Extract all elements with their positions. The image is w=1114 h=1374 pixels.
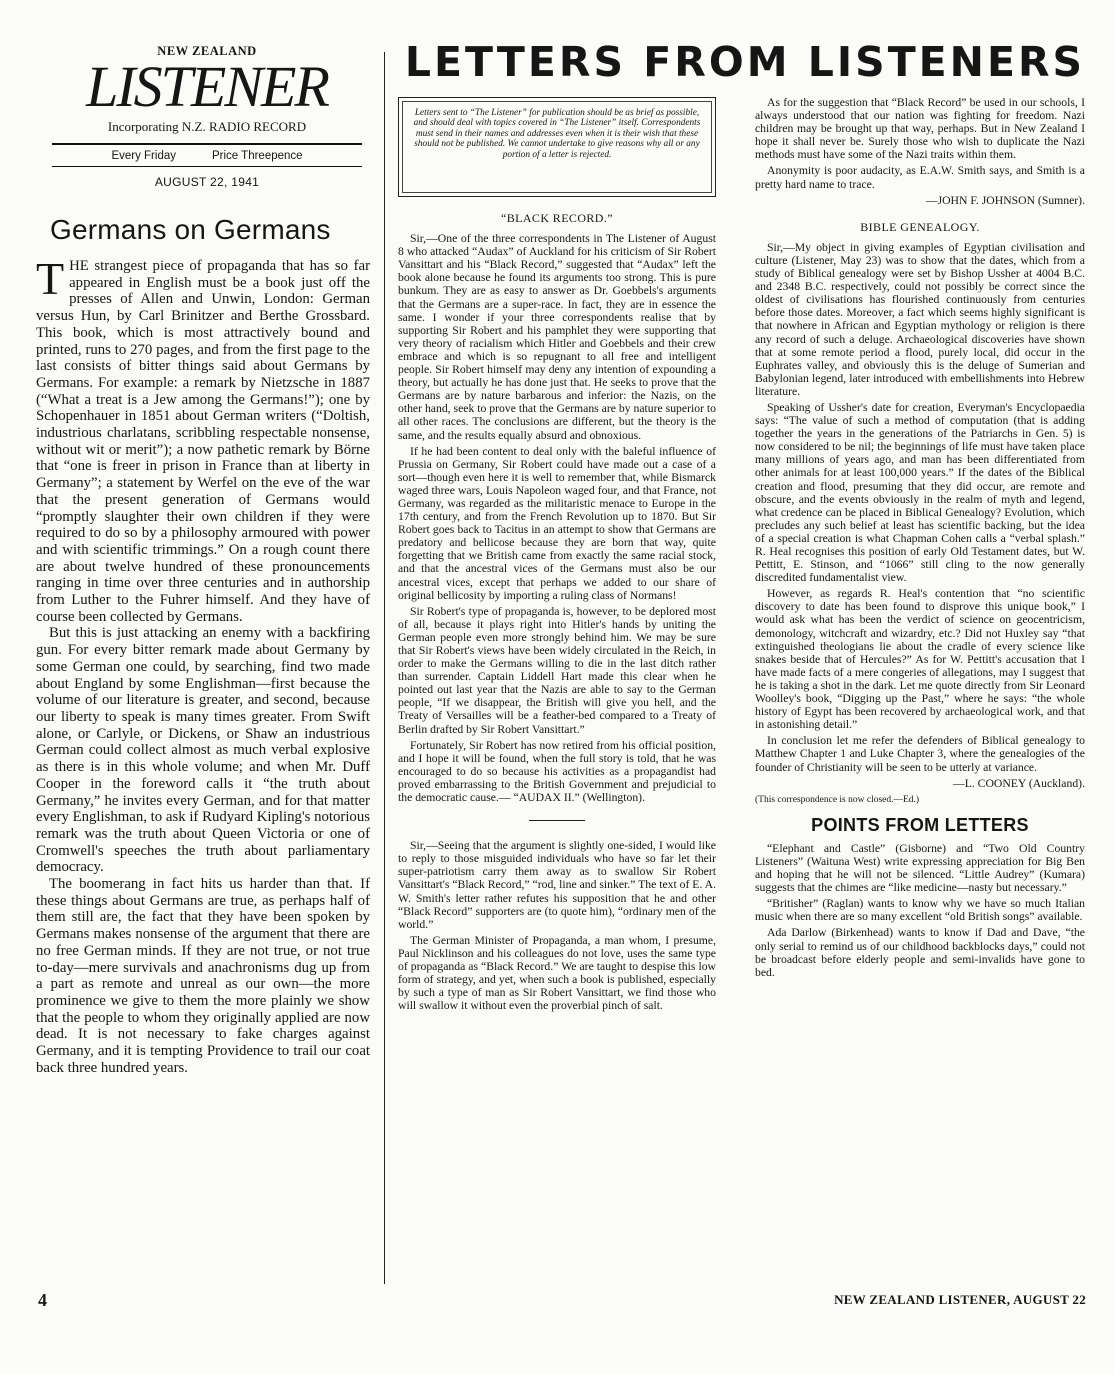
- notice-text: Letters sent to “The Listener” for publication should be as brief as possible, and should deal with topics covered in “The Listener” itself. Correspondents must send in their names and addresses even when it is their wish that these should not be published. We cannot undertake to give reasons why all or any portion of a letter is rejected.: [402, 101, 712, 193]
- letter-paragraph: Sir Robert's type of propaganda is, however, to be deplored most of all, because it plays right into Hitler's hands by uniting the German people even more strongly behind him. We may be sure that Sir Robert's views have been widely circulated in the Reich, in order to make the Germans willing to die in the last ditch rather than surrender. Captain Liddell Hart made this clear when he pointed out last year that the Nazis are able to say to the German people, “If we disappear, the British will give you hell, and the Treaty of Versailles will be a feather-bed compared to a Treaty of Berlin drafted by Sir Robert Vansittart.”: [398, 604, 716, 736]
- letter-paragraph: In conclusion let me refer the defenders of Biblical genealogy to Matthew Chapter 1 and Luke Chapter 3, where the genealogies of the founder of Christianity will be seen to be utterly at variance.: [755, 734, 1085, 774]
- letter-signature: —JOHN F. JOHNSON (Sumner).: [925, 193, 1085, 207]
- letter-paragraph: The German Minister of Propaganda, a man whom, I presume, Paul Nicklinson and his colleagues do not love, uses the same type of propaganda as “Black Record.” We are taught to despise this low form of strategy, and yet, when such a book is published, especially by such a type of man as Sir Robert Vansittart, we find those who will swallow it without even the proverbial pinch of salt.: [398, 933, 716, 1013]
- editor-note: (This correspondence is now closed.—Ed.): [755, 794, 920, 805]
- masthead-incorporating: Incorporating N.Z. RADIO RECORD: [107, 119, 307, 134]
- letter-paragraph: If he had been content to deal only with the baleful influence of Prussia on Germany, Sir Robert could have made out a case of a sort—though even here it is well to remember that, while Bismarck waged three wars, Louis Napoleon waged four, and that France, not Germany, was regarded as the militaristic menace to Europe in the 17th century, and from the French Revolution up to 1870. But Sir Robert goes back to Tacitus in an attempt to show that Germans are predatory and bellicose because they are born that way, quite forgetting that we British came from exactly the same racial stock, and that the ancestral vices of the Germans must also be our ancestral vices, except that perhaps we added to our share of original bellicosity by importing a ruling class of Normans!: [398, 444, 716, 602]
- letter-separator: [529, 820, 585, 821]
- drop-cap: T: [36, 253, 65, 304]
- footer-title: NEW ZEALAND LISTENER, AUGUST 22: [834, 1292, 1086, 1307]
- editorial-paragraph: But this is just attacking an enemy with a backfiring gun. For every bitter remark made about Germany by some German one could, by searching, find two made about England by some Englishman—first because the volume of our literature is greater, and second, because our liberty to speak is many times greater. From Swift alone, or Carlyle, or Dickens, or Shaw an industrious German could collect almost as much verbal explosive as there is in this whole volume; and when Mr. Duff Cooper in the foreword calls it “the truth about Germany,” he invites every German, and for that matter every Englishman, to ask if Rudyard Kipling's notorious remark was the truth about Queen Victoria or one of Cromwell's speeches the truth about parliamentary democracy.: [36, 625, 370, 876]
- masthead-logo: LISTENER: [86, 54, 328, 119]
- points-paragraph: Ada Darlow (Birkenhead) wants to know if Dad and Dave, “the only serial to remind us of our childhood backblocks days,” could not be broadcast before elderly people and semi-invalids have gone to bed.: [755, 926, 1085, 979]
- section-heading-black-record: “BLACK RECORD.”: [501, 211, 613, 225]
- masthead: [52, 44, 362, 189]
- editorial-paragraph-text: HE strangest piece of propaganda that has so far appeared in English must be a book just off the presses of Allen and Unwin, London: German versus Hun, by Carl Brinitzer and Berthe Grossbard. This book, which is most attractively bound and printed, runs to 270 pages, and from the first page to the last consists of bitter things said about Germans by Germans. For example: a remark by Nietzsche in 1887 (“What a treat is a Jew among the Germans!”); one by Schopenhauer in 1851 about German writers (“Doltish, industrious charlatans, scribbling respectable nonsense, without wit or merit”); a now pathetic remark by Börne that “one is freer in prison in France than at liberty in Germany”; a statement by Werfel on the eve of the war that the present generation of Germans would “promptly slaughter their own children if they were required to do so by a philosophy armoured with power and with scientific trimmings.” On a rough count there are about twelve hundred of these pronouncements ranging in time over three centuries and in authorship from Luther to the Fuhrer himself. And they have of course been collected by Germans.: [36, 258, 370, 625]
- letter-paragraph: However, as regards R. Heal's contention that “no scientific discovery to date has been found to disprove this unique book,” I would ask what has been the verdict of science on geocentricism, demonology, witchcraft and wizardry, etc.? Did not Huxley say “that extinguished theologians lie about the cradle of every science like snakes beside that of Hercules?” As for W. Pettitt's accusation that I have made facts of a mere congeries of allegations, may I suggest that he is taking a shot in the dark. Let me quote directly from Sir Leonard Woolley's book, “Digging up the Past,” where he says: “the whole history of Egypt has been recovered by archaeological work, and that in astonishing detail.”: [755, 587, 1085, 732]
- masthead-frequency: Every Friday: [111, 150, 176, 162]
- points-paragraph: “Britisher” (Raglan) wants to know why we have so much Italian music when there are so many excellent “old British songs” available.: [755, 897, 1085, 924]
- column-divider: [384, 52, 385, 1284]
- editorial-body: [36, 253, 370, 1076]
- editorial-paragraph: The boomerang in fact hits us harder than that. If these things about Germans are true, as perhaps half of them still are, the fact that they have been spoken by Germans makes nonsense of the argument that there are no free German minds. If they are not true, or not true to-day—mere survivals and anachronisms dug up from a part as remote and unreal as our own—the more prominence we give to them the more plainly we show that the people to whom they originally applied are now dead. It is not necessary to fake charges against Germany, and it is tempting Providence to trail our coat back three hundred years.: [36, 876, 370, 1076]
- points-heading: POINTS FROM LETTERS: [811, 814, 1029, 835]
- section-heading-bible-genealogy: BIBLE GENEALOGY.: [860, 219, 980, 234]
- letter-paragraph: As for the suggestion that “Black Record” be used in our schools, I always understood that our nation was fighting for freedom. Nazi children may be brought up that way, perhaps. But in New Zealand I hope it shall never be. Surely those who wish to duplicate the Nazi methods must have some of the Nazi traits within them.: [755, 96, 1085, 162]
- editorial-column: [36, 214, 370, 1076]
- letter-paragraph: Speaking of Ussher's date for creation, Everyman's Encyclopaedia says: “The value of such a method of computation (that is adding together the years in the generations of the Patriarchs in Gen. 5) is now considered to be nil; the beginnings of life must have taken place many millions of years ago, and man has been differentiated from other animals for at least 100,000 years.” If the dates of the Biblical creation and flood, presuming that they did occur, are remote and obscure, and the events obviously in the realm of myth and legend, what credence can be placed in Biblical Genealogy? Evolution, which precludes any such belief at least has scientific backing, but the idea of a special creation is what Chapman Cohen calls a “verbal splash.” R. Heal recognises this position of early Old Testament dates, but W. Pettitt, E. Stinson, and “1066” still cling to the now generally discredited fundamentalist view.: [755, 400, 1085, 585]
- points-paragraph: “Elephant and Castle” (Gisborne) and “Two Old Country Listeners” (Waituna West) write expressing appreciation for Big Ben and hoping that he will not be silenced. “Little Audrey” (Kumara) suggests that the chimes are “like medicine—nasty but necessary.”: [755, 841, 1085, 895]
- editorial-title: Germans on Germans: [50, 214, 331, 245]
- masthead-price: Price Threepence: [211, 150, 303, 162]
- letter-paragraph: Anonymity is poor audacity, as E.A.W. Smith says, and Smith is a pretty hard name to trace.: [755, 164, 1085, 191]
- letter-signature: —L. COONEY (Auckland).: [953, 776, 1085, 790]
- masthead-top-line: NEW ZEALAND: [157, 44, 257, 58]
- letter-paragraph: Sir,—My object in giving examples of Egyptian civilisation and culture (Listener, May 23) was to show that the dates, which from a study of Biblical genealogy were set by Bishop Ussher at 4004 B.C. and 2348 B.C. respectively, could not possibly be correct since the oldest of civilisations has flourished continuously from centuries before those dates. Moreover, a fact which seems highly significant is that nowhere in African and Egyptian mythology or religion is there any record of such a deluge. Archaeological discoveries have shown that at some remote period a flood, purely local, did occur in the Euphrates valley, and obviously this is the deluge of Sumerian and Babylonian legend, later introduced with embellishments into Hebrew literature.: [755, 240, 1085, 398]
- editorial-paragraph: [36, 253, 370, 625]
- letter-paragraph: Sir,—Seeing that the argument is slightly one-sided, I would like to reply to those misguided individuals who have so far let their super-patriotism carry them away as to swallow Sir Robert Vansittart's “Black Record,” “rod, line and sinker.” The text of E. A. W. Smith's letter rather refutes his supposition that he and other “Black Record” supporters are (to quote him), “ordinary men of the world.”: [398, 839, 717, 931]
- masthead-info-row: [52, 145, 362, 166]
- notice-box: [398, 97, 716, 197]
- letters-header: LETTERS FROM LISTENERS: [404, 38, 1086, 86]
- letter-paragraph: Sir,—One of the three correspondents in The Listener of August 8 who attacked “Audax” of Auckland for his criticism of Sir Robert Vansittart and his “Black Record,” suggested that “Audax” left the book alone because he found its arguments too strong. This is pure bunkum. They are as easy to answer as Dr. Goebbels's arguments that the Germans are a super-race. In fact, they are in essence the same. I wonder if your three correspondents realise that by supporting Sir Robert and his pamphlet they were supporting that very theory of racialism which Hitler and Goebbels and their crew embrace and which is so repugnant to all free and intelligent people. Sir Robert himself may deny any intention of expounding a theory, but actually he has done just that. He seeks to prove that the Germans are by nature barbarous and inferior: the Nazis, on the other hand, seek to prove that the Germans are by nature superior to all other races. The conclusions are different, but the theory is the same, and the results equally absurd and obnoxious.: [398, 232, 716, 442]
- letters-column-right: [755, 96, 1085, 982]
- letters-column-middle: [398, 206, 716, 1015]
- page-number: 4: [38, 1290, 47, 1310]
- issue-date: AUGUST 22, 1941: [154, 175, 260, 189]
- letter-paragraph: Fortunately, Sir Robert has now retired from his official position, and I hope it will be found, when the full story is told, that he was encouraged to do so because his activities as a propagandist had proved embarrassing to the British Government and prejudicial to the democratic cause.— “AUDAX II.” (Wellington).: [398, 738, 716, 805]
